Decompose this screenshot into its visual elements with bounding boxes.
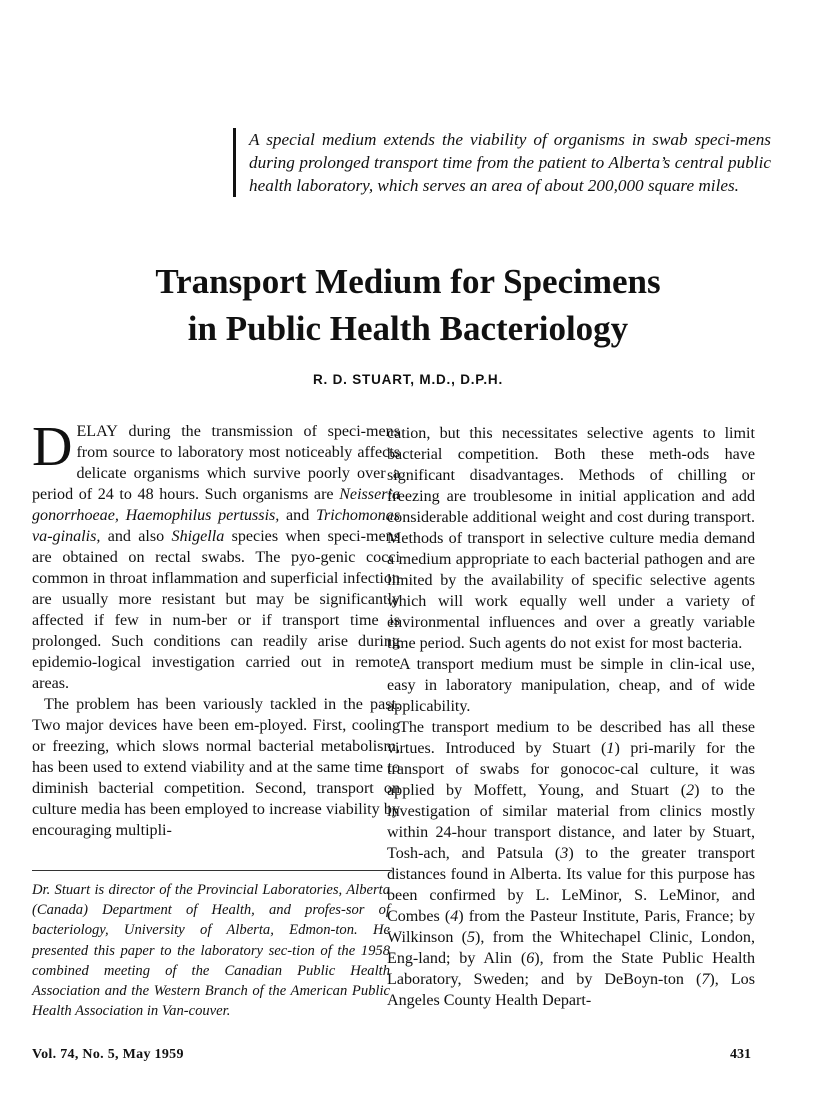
lead-word: ELAY xyxy=(76,423,118,440)
text: ) to the greater transport distances found in Alberta. Its value for this purpose has been confirmed by L. LeMinor, S. LeMinor, and Combes ( xyxy=(387,845,755,925)
text: ) from the Pasteur Institute, Paris, France; by Wilkinson ( xyxy=(387,908,755,946)
paragraph xyxy=(32,416,400,694)
reference-number: 3 xyxy=(560,845,569,862)
paragraph: cation, but this necessitates selective agents to limit bacterial competition. Both these meth-ods have significant disadvantages. Methods of chilling or freezing are troublesome in initial application and add considerable additional weight and cost during transport. Methods of transport in selective culture media demand a medium appropriate to each bacterial pathogen and are limited by the availability of specific selective agents which will work equally well under a variety of environmental influences and over a greatly variable time period. Such agents do not exist for most bacteria. xyxy=(387,425,755,652)
author-byline: R. D. STUART, M.D., D.P.H. xyxy=(312,372,504,387)
text: ), Los Angeles County Health Depart- xyxy=(387,971,755,1009)
article-title xyxy=(0,258,816,352)
title-line-2: in Public Health Bacteriology xyxy=(187,309,629,348)
right-column xyxy=(387,423,755,1011)
organism-name: Trichomonas va-ginalis, xyxy=(32,507,400,545)
text: and xyxy=(279,507,316,524)
footnote-divider xyxy=(32,870,392,871)
reference-number: 2 xyxy=(686,782,695,799)
paragraph: The problem has been variously tackled in the past. Two major devices have been em-ployed. First, cooling or freezing, which slows normal bacterial metabolism, has been used to extend viability and at the same time to diminish bacterial competition. Second, transport on culture media has been employed to increase viability by encouraging multipli- xyxy=(32,696,400,839)
text: during the transmission of speci-mens from source to laboratory most noticeably affects delicate organisms which survive poorly over a period of 24 to 48 hours. Such organisms are xyxy=(32,423,400,503)
text: ) to the investigation of similar material from clinics mostly within 24-hour transport distance, and later by Stuart, Tosh-ach, and Patsula ( xyxy=(387,782,755,862)
drop-cap: D xyxy=(32,416,73,478)
reference-number: 5 xyxy=(467,929,476,946)
text xyxy=(119,507,126,524)
page-number: 431 xyxy=(730,1047,751,1062)
abstract: A special medium extends the viability of organisms in swab speci-mens during prolonged transport time from the patient to Alberta’s central public health laboratory, which serves an area of about 200,000 square miles. xyxy=(233,128,771,197)
reference-number: 4 xyxy=(450,908,459,925)
reference-number: 6 xyxy=(526,950,535,967)
organism-name: Shigella xyxy=(171,528,225,545)
text: ) pri-marily for the transport of swabs for gonococ-cal culture, it was applied by Moffett, Young, and Stuart ( xyxy=(387,740,755,799)
text: ), from the State Public Health Laboratory, Sweden; and by DeBoyn-ton ( xyxy=(387,950,755,988)
reference-number: 7 xyxy=(701,971,710,988)
text: and also xyxy=(100,528,172,545)
title-line-1: Transport Medium for Specimens xyxy=(155,262,661,301)
paragraph: A transport medium must be simple in clin-ical use, easy in laboratory manipulation, cheap, and of wide applicability. xyxy=(387,656,755,715)
text: The transport medium to be described has all these virtues. Introduced by Stuart ( xyxy=(387,719,755,757)
author-footnote: Dr. Stuart is director of the Provincial Laboratories, Alberta (Canada) Department of Health, and profes-sor of bacteriology, University of Alberta, Edmon-ton. He presented this paper to the laboratory sec-tion of the 1958 combined meeting of the Canadian Public Health Association and the Western Branch of the American Public Health Association in Van-couver. xyxy=(32,882,390,1020)
reference-number: 1 xyxy=(606,740,615,757)
organism-name: Neisseria gonorrhoeae, xyxy=(32,486,400,524)
organism-name: Haemophilus pertussis, xyxy=(125,507,280,524)
journal-issue: Vol. 74, No. 5, May 1959 xyxy=(32,1047,184,1062)
text: ), from the Whitechapel Clinic, London, Eng-land; by Alin ( xyxy=(387,929,755,967)
left-column xyxy=(32,416,400,841)
paragraph xyxy=(387,717,755,1011)
text: species when speci-mens are obtained on rectal swabs. The pyo-genic cocci common in throat inflammation and superficial infection are usually more resistant but may be significantly affected if few in num-ber or if transport time is prolonged. Such conditions can readily arise during epidemio-logical investigation carried out in remote areas. xyxy=(32,528,400,692)
